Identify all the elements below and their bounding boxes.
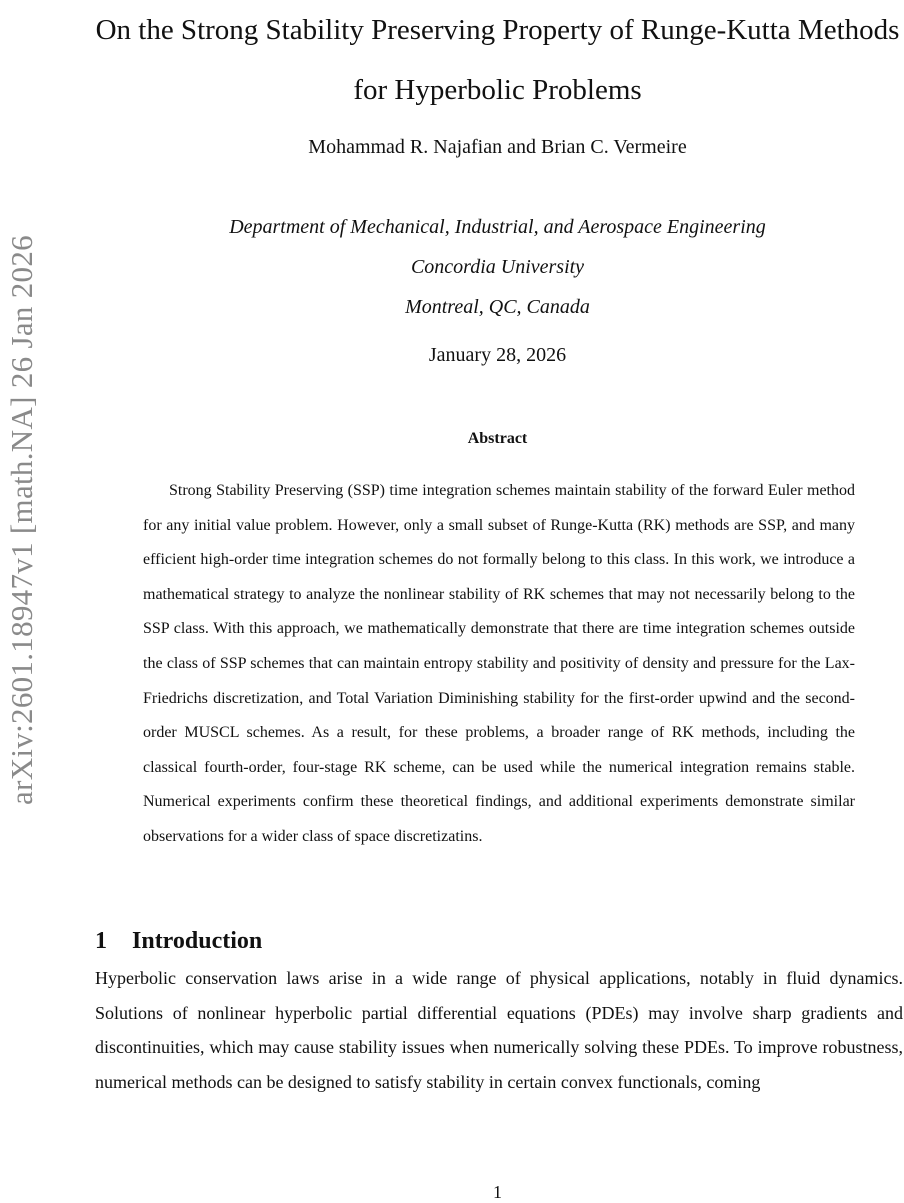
affiliation-department: Department of Mechanical, Industrial, and Aerospace Engineering <box>229 216 766 238</box>
paper-date: January 28, 2026 <box>428 344 567 366</box>
introduction-text: Hyperbolic conservation laws arise in a wide range of physical applications, notably in fluid dynamics. Solutions of nonlinear hyperbolic partial differential equations (PDEs) may involve sharp gradients and discontinuities, which may cause stability issues when numerically solving these PDEs. To improve robustness, numerical methods can be designed to satisfy stability in certain convex functionals, coming <box>95 968 903 1092</box>
abstract-text: Strong Stability Preserving (SSP) time integration schemes maintain stability of the forward Euler method for any initial value problem. However, only a small subset of Runge-Kutta (RK) methods are SSP, and many efficient high-order time integration schemes do not formally belong to this class. In this work, we introduce a mathematical strategy to analyze the nonlinear stability of RK schemes that may not necessarily belong to the SSP class. With this approach, we mathematically demonstrate that there are time integration schemes outside the class of SSP schemes that can maintain entropy stability and positivity of density and pressure for the Lax-Friedrichs discretization, and Total Variation Diminishing stability for the first-order upwind and the second-order MUSCL schemes. As a result, for these problems, a broader range of RK methods, including the classical fourth-order, four-stage RK scheme, can be used while the numerical integration remains stable. Numerical experiments confirm these theoretical findings, and additional experiments demonstrate similar observations for a wider class of space discretizatins. <box>143 482 855 845</box>
page-number: 1 <box>493 1182 502 1202</box>
arxiv-side-stamp <box>0 180 44 860</box>
arxiv-identifier: arXiv:2601.18947v1 [math.NA] 26 Jan 2026 <box>4 235 39 805</box>
paper-title: On the Strong Stability Preserving Property of Runge-Kutta Methods for Hyperbolic Problems <box>95 14 900 106</box>
authors: Mohammad R. Najafian and Brian C. Vermeire <box>308 136 687 158</box>
section-title: Introduction <box>132 928 263 954</box>
affiliation-location: Montreal, QC, Canada <box>405 296 590 318</box>
affiliation-university: Concordia University <box>410 256 585 278</box>
section-number: 1 <box>95 928 107 954</box>
abstract-heading: Abstract <box>467 430 528 447</box>
section-heading <box>95 928 262 955</box>
